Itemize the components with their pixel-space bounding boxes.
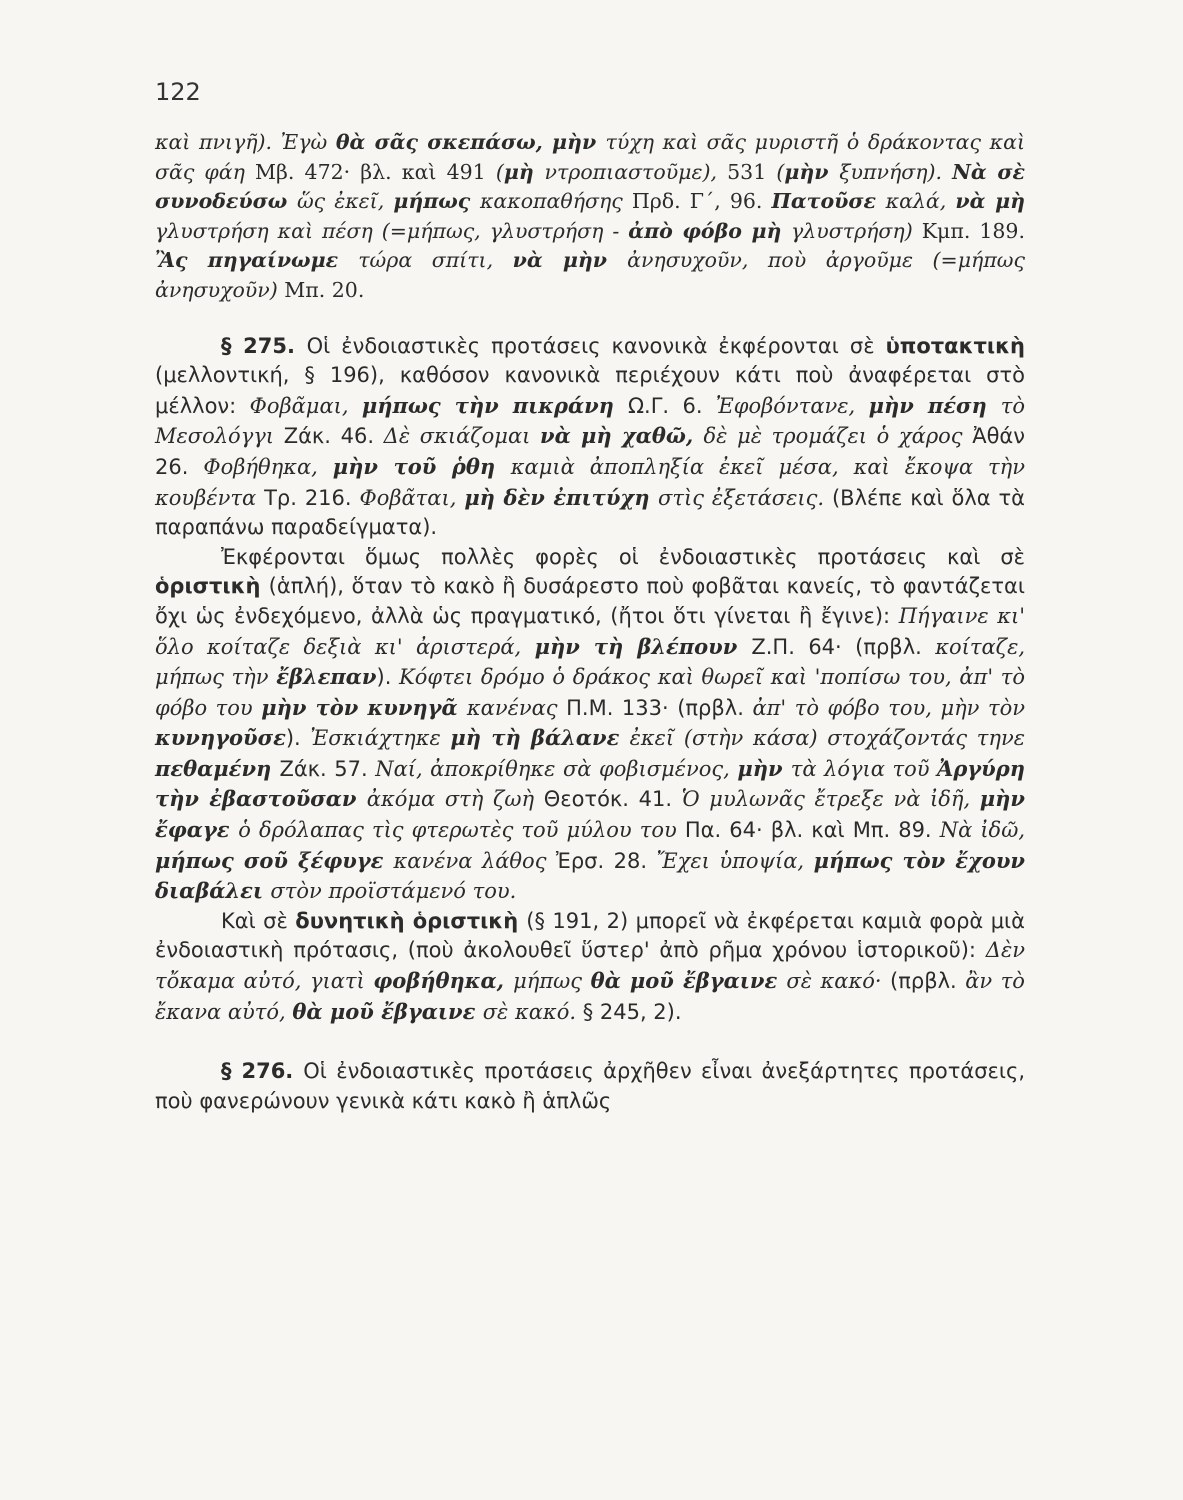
text-segment: σὲ κακό· [786,969,891,994]
text-segment: Φοβᾶται, [359,485,465,510]
text-segment: Κμπ. 189. [921,218,1025,243]
text-segment: Ἐρσ. 28. [555,848,657,873]
text-segment: μὴν ἔφαγε [155,786,1025,843]
text-segment: ὥς ἐκεῖ, [296,189,394,214]
page-number: 122 [155,78,201,106]
text-segment: Πατοῦσε [771,189,886,214]
text-segment: μὴν τὸν κυνηγᾶ [261,694,467,720]
text-segment: μήπως σοῦ ξέφυγε [155,847,394,873]
text-segment: Φοβήθηκα, [203,454,333,479]
text-segment: (§ 191, 2) μπορεῖ νὰ ἐκφέρεται καμιὰ φορὰ μιὰ ἐνδοιαστικὴ πρότασις, (ποὺ ἀκολουθεῖ ὕστερ' ἀπὸ ρῆμα χρόνου ἱστορικοῦ): [155,908,1026,963]
text-segment: ἀπ' τὸ φόβο του, μὴν τὸν [752,695,1026,720]
text-segment: πεθαμένη [155,755,280,781]
text-segment: κανένας [466,695,567,720]
paragraph-section-275 [155,332,1025,543]
text-segment: κυνηγοῦσε [155,725,286,751]
text-segment: Νὰ σὲ συνοδεύσω [155,159,1025,214]
paragraph-section-276 [155,1057,1025,1116]
text-segment: Ὁ μυλωνᾶς ἔτρεξε νὰ ἰδῆ, [681,787,980,812]
text-segment: θὰ σᾶς σκεπάσω, μὴν [335,130,606,154]
text-segment: Ἐσκιάχτηκε [310,726,451,751]
text-segment: καμιὰ ἀποπληξία ἐκεῖ μέσα, καὶ ἔκοψα τὴν κουβέντα [155,454,1025,510]
text-segment: ἀνησυχοῦν, ποὺ ἀργοῦμε (=μήπως ἀνησυχοῦν) [155,248,1026,302]
text-segment: Ἐγὼ [280,130,336,154]
paragraph-potential-indicative [155,907,1025,1027]
text-segment: ἐκεῖ (στὴν κάσα) στοχάζοντάς τηνε [629,726,1025,751]
text-segment: μὴ [503,159,545,184]
text-segment: Μπ. 20. [284,277,365,302]
text-segment: Δὲν τὄκαμα αὐτό, γιατὶ [155,938,1025,994]
text-segment: Ἀθάν 26. [155,424,1026,479]
text-segment: κοίταζε, μήπως τὴν [155,634,1026,690]
text-segment: φοβήθηκα, [373,968,514,994]
text-segment: Ζ.Π. 64· (πρβλ. [751,634,936,659]
text-segment: (Βλέπε καὶ ὅλα τὰ παραπάνω παραδείγματα). [155,485,1025,540]
text-segment: ( [776,159,785,184]
text-segment: ντροπιαστοῦμε), [544,159,728,184]
text-segment: μὴν πέση [868,392,1001,418]
text-segment: Καὶ σὲ [221,908,296,933]
text-segment: στὶς ἐξετάσεις. [658,485,832,510]
text-segment: Ἐφοβόντανε, [715,393,869,418]
text-segment: § 276. [221,1059,304,1084]
text-segment: Π.Μ. 133· (πρβλ. [566,695,753,720]
text-segment: ). [285,726,311,751]
text-segment: νὰ μὴ [955,189,1025,214]
text-segment: Ναί, ἀποκρίθηκε σὰ φοβισμένος, [375,756,738,781]
text-segment: Ἔχει ὑποψία, [656,848,814,873]
text-segment: Πρδ. Γ΄, 96. [631,189,772,214]
text-segment: καλά, [885,189,956,214]
text-segment: θὰ μοῦ ἔβγαινε [292,998,483,1024]
text-segment: δὲ μὲ τρομάζει ὁ χάρος [703,424,973,449]
text-segment: ἂν τὸ ἔκανα αὐτό, [155,969,1025,1024]
text-segment: μὴ τὴ βάλανε [450,725,630,751]
text-segment: μὴν [737,755,791,781]
text-segment: Τρ. 216. [264,485,360,510]
text-segment: Οἱ ἐνδοιαστικὲς προτάσεις κανονικὰ ἐκφέρονται σὲ [306,333,886,358]
text-segment: δυνητικὴ ὁριστικὴ [295,908,527,933]
text-segment: τώρα σπίτι, [358,248,513,273]
text-segment: μήπως τὸν ἔχουν διαβάλει [155,847,1025,904]
text-segment: καὶ πνιγῆ). [155,130,281,154]
text-segment: ὑποτακτικὴ [885,333,1025,358]
text-segment: σὲ κακό. [482,999,583,1024]
text-segment: Μβ. 472· βλ. καὶ 491 [255,159,496,184]
text-segment: κανένα λάθος [393,848,556,873]
text-segment: Κόφτει δρόμο ὁ δράκος καὶ θωρεῖ καὶ 'ποπίσω του, ἀπ' τὸ φόβο του [155,665,1026,720]
text-segment: Ζάκ. 57. [279,756,376,781]
text-segment: Ζάκ. 46. [283,424,384,449]
text-segment: Πήγαινε κι' ὅλο κοίταζε δεξιὰ κι' ἀριστερά, [155,603,1025,659]
book-page [155,78,1025,1116]
text-segment: ὁ δρόλαπας τὶς φτερωτὲς τοῦ μύλου του [238,818,685,843]
text-segment: ἀκόμα στὴ ζωὴ [366,787,544,812]
text-segment: ξυπνήση). [839,159,953,184]
text-segment: νὰ μὴ χαθῶ, [540,423,704,449]
text-segment: ). [376,665,400,690]
text-segment: Πα. 64· βλ. καὶ Μπ. 89. [684,818,940,843]
text-segment: § 275. [221,333,307,358]
text-segment: μήπως [393,189,480,214]
text-segment: τύχη καὶ σᾶς μυριστῆ ὁ δράκοντας καὶ σᾶς φάη [155,130,1025,184]
text-segment: 531 [727,159,777,184]
text-segment: Φοβᾶμαι, [249,393,362,418]
text-segment: Ἐκφέρονται ὅμως πολλὲς φορὲς οἱ ἐνδοιαστικὲς προτάσεις καὶ σὲ [221,544,1025,569]
text-segment: θὰ μοῦ ἔβγαινε [590,968,787,994]
text-segment: μὴν [784,159,840,184]
text-segment: (πρβλ. [890,969,966,994]
text-segment: γλυστρήση καὶ πέση (=μήπως, γλυστρήση - [155,218,629,243]
text-segment: κακοπαθήσης [479,189,632,214]
text-segment: Οἱ ἐνδοιαστικὲς προτάσεις ἀρχῆθεν εἶναι ἀνεξάρτητες προτάσεις, ποὺ φανερώνουν γενικὰ κάτι κακὸ ἢ ἁπλῶς [155,1059,1025,1113]
text-segment: γλυστρήση) [791,218,922,243]
text-segment: Ἀργύρη τὴν ἐβαστοῦσαν [155,755,1025,812]
text-segment: ( [495,159,504,184]
text-segment: Ω.Γ. 6. [627,393,716,418]
text-segment: Δὲ σκιάζομαι [383,424,541,449]
text-segment: μὴν τοῦ ῥθη [332,453,511,479]
text-segment: στὸν προϊστάμενό του. [270,879,517,904]
paragraph-continued-examples [155,128,1025,306]
text-segment: νὰ μὴν [512,248,628,273]
text-segment: μήπως [513,969,591,994]
text-segment: μὴ δὲν ἐπιτύχη [464,484,659,510]
text-segment: μήπως τὴν πικράνη [361,392,628,418]
paragraph-indicative-mood [155,543,1025,907]
text-segment: ἔβλεπαν [276,664,377,690]
text-segment: τὰ λόγια τοῦ [790,756,938,781]
text-segment: Ἂς πηγαίνωμε [155,248,359,273]
text-segment: μὴν τὴ βλέπουν [534,633,752,659]
text-segment: ἀπὸ φόβο μὴ [628,218,792,243]
text-segment: Θεοτόκ. 41. [543,787,682,812]
text-segment: (ἁπλή), ὅταν τὸ κακὸ ἢ δυσάρεστο ποὺ φοβᾶται κανείς, τὸ φαντάζεται ὄχι ὡς ἐνδεχόμενο, ἀλλὰ ὡς πραγματικό, (ἤτοι ὅτι γίνεται ἢ ἔγινε): [155,574,1025,628]
text-segment: § 245, 2). [582,999,682,1024]
text-segment: τὸ Μεσολόγγι [155,393,1025,449]
text-segment: ὁριστικὴ [155,574,269,599]
text-segment: (μελλοντική, § 196), καθόσον κανονικὰ περιέχουν κάτι ποὺ ἀναφέρεται στὸ μέλλον: [155,363,1025,418]
text-segment: Νὰ ἰδῶ, [939,818,1025,843]
